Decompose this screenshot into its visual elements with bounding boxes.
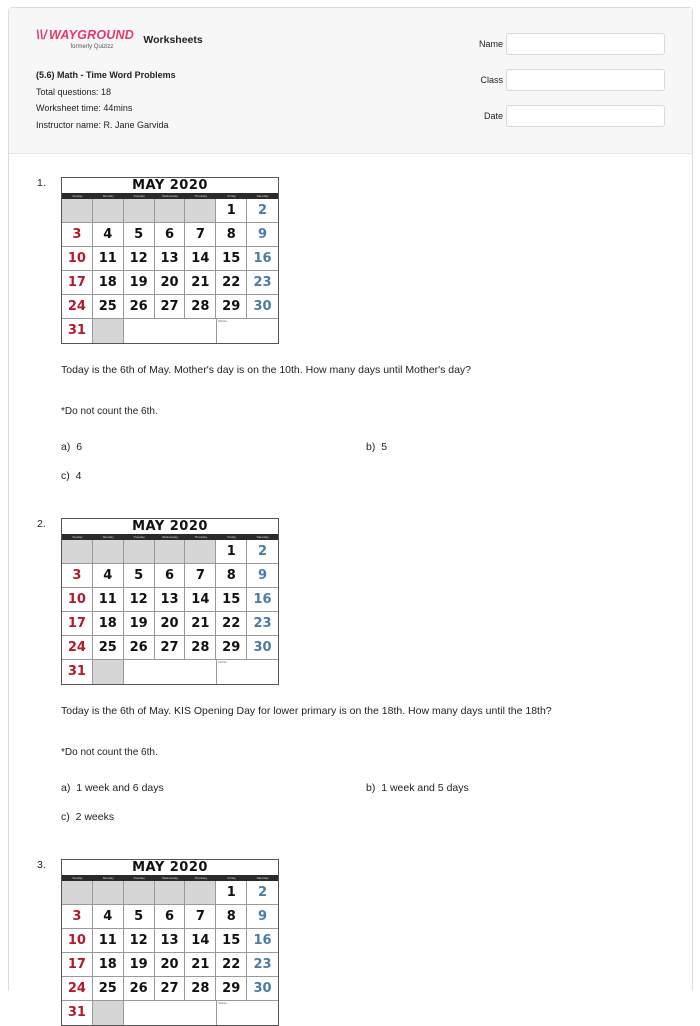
calendar-cell: [155, 881, 186, 905]
calendar-cell: [93, 319, 124, 343]
option-text: 4: [75, 470, 82, 482]
calendar-cell: 5: [124, 223, 155, 247]
calendar-day-name: Tuesday: [133, 876, 145, 880]
calendar-day-name: Sunday: [72, 535, 83, 539]
calendar-day-name: Friday: [227, 194, 236, 198]
calendar-cell: [185, 1001, 216, 1025]
worksheet-header: [9, 8, 692, 154]
calendar-day-name: Sunday: [72, 876, 83, 880]
calendar-cell: 7: [185, 564, 216, 588]
calendar-day-name: Friday: [227, 876, 236, 880]
calendar-cell: [124, 319, 155, 343]
date-field[interactable]: [506, 105, 665, 127]
option-text: 1 week and 6 days: [76, 782, 164, 794]
calendar-cell: 12: [124, 247, 155, 271]
calendar-cell: 15: [216, 588, 247, 612]
calendar-cell: 31: [62, 1001, 93, 1025]
calendar-cell: 5: [124, 905, 155, 929]
calendar-cell: [124, 199, 155, 223]
worksheet-meta: [36, 67, 176, 133]
calendar-cell: [247, 1001, 278, 1025]
question-note: *Do not count the 6th.: [61, 747, 158, 758]
option-a[interactable]: [61, 782, 164, 794]
calendar-cell: 9: [247, 564, 278, 588]
calendar-day-name: Saturday: [256, 194, 269, 198]
question-number: 2.: [37, 518, 46, 530]
calendar-cell: 7: [185, 223, 216, 247]
calendar-cell: 30: [247, 295, 278, 319]
calendar-cell: 26: [124, 295, 155, 319]
calendar-cell: [155, 540, 186, 564]
calendar-cell: 19: [124, 953, 155, 977]
calendar-cell: 26: [124, 636, 155, 660]
question-number: 3.: [37, 859, 46, 871]
worksheet: [8, 7, 693, 1020]
calendar-cell: 9: [247, 905, 278, 929]
calendar-title: MAY 2020: [132, 860, 208, 875]
calendar-cell: [93, 660, 124, 684]
calendar-cell: 3: [62, 905, 93, 929]
calendar-cell: [185, 199, 216, 223]
calendar-cell: 7: [185, 905, 216, 929]
calendar-cell: 17: [62, 612, 93, 636]
calendar-image: [61, 177, 279, 344]
calendar-day-name: Monday: [102, 194, 114, 198]
class-field[interactable]: [506, 69, 665, 91]
option-c[interactable]: [61, 470, 81, 482]
class-row: [449, 69, 679, 105]
calendar-cell: 10: [62, 247, 93, 271]
calendar-cell: 30: [247, 636, 278, 660]
calendar-cell: 4: [93, 223, 124, 247]
calendar-cell: 1: [216, 199, 247, 223]
calendar-cell: 31: [62, 660, 93, 684]
calendar-day-name: Friday: [227, 535, 236, 539]
worksheet-title: (5.6) Math - Time Word Problems: [36, 70, 176, 80]
calendar-cell: 25: [93, 977, 124, 1001]
calendar-note-label: Notes: [218, 1001, 227, 1005]
calendar-cell: 14: [185, 588, 216, 612]
calendar-cell: 3: [62, 223, 93, 247]
logo-mark-icon: \\/: [36, 28, 48, 42]
calendar-cell: 10: [62, 588, 93, 612]
calendar-cell: [93, 1001, 124, 1025]
option-b[interactable]: [366, 441, 387, 453]
calendar-day-name: Tuesday: [133, 194, 145, 198]
calendar-cell: 20: [155, 953, 186, 977]
calendar-cell: 18: [93, 953, 124, 977]
calendar-cell: 13: [155, 247, 186, 271]
calendar-cell: 16: [247, 247, 278, 271]
question-number: 1.: [37, 177, 46, 189]
calendar-cell: 8: [216, 905, 247, 929]
calendar-cell: 27: [155, 295, 186, 319]
option-text: 2 weeks: [75, 811, 115, 823]
calendar-day-name: Saturday: [256, 535, 269, 539]
calendar-cell: [155, 199, 186, 223]
calendar-cell: 17: [62, 271, 93, 295]
calendar-cell: 26: [124, 977, 155, 1001]
calendar-cell: 31: [62, 319, 93, 343]
brand: [36, 29, 203, 51]
name-row: [449, 33, 679, 69]
calendar-day-name: Thursday: [194, 876, 208, 880]
logo-subtitle: formerly Quizizz: [70, 44, 114, 50]
calendar-cell: [185, 660, 216, 684]
calendar-day-name: Thursday: [194, 535, 208, 539]
calendar-cell: 20: [155, 271, 186, 295]
calendar-cell: [93, 199, 124, 223]
calendar-image: [61, 859, 279, 1026]
calendar-cell: 5: [124, 564, 155, 588]
option-text: 6: [76, 441, 83, 453]
calendar-cell: [216, 660, 247, 684]
calendar-cell: 16: [247, 929, 278, 953]
calendar-cell: 23: [247, 953, 278, 977]
calendar-grid: [62, 199, 278, 343]
calendar-cell: [124, 660, 155, 684]
class-label: Class: [480, 75, 503, 85]
calendar-cell: [124, 540, 155, 564]
calendar-day-name: Wednesday: [162, 876, 178, 880]
date-row: [449, 105, 679, 141]
calendar-note-label: Notes: [218, 319, 227, 323]
calendar-cell: 2: [247, 881, 278, 905]
calendar-cell: 22: [216, 271, 247, 295]
logo-text: WAYGROUND: [49, 28, 134, 42]
calendar-day-name: Wednesday: [162, 535, 178, 539]
calendar-cell: 29: [216, 977, 247, 1001]
calendar-cell: [124, 881, 155, 905]
calendar-cell: 23: [247, 271, 278, 295]
calendar-cell: 16: [247, 588, 278, 612]
calendar-cell: 28: [185, 295, 216, 319]
calendar-cell: 27: [155, 636, 186, 660]
worksheet-time: Worksheet time: 44mins: [36, 103, 133, 113]
calendar-cell: 2: [247, 540, 278, 564]
calendar-cell: 30: [247, 977, 278, 1001]
option-c[interactable]: [61, 811, 114, 823]
calendar-cell: [216, 1001, 247, 1025]
option-letter: b): [366, 441, 376, 453]
logo: [36, 29, 134, 51]
calendar-day-name: Monday: [102, 876, 114, 880]
calendar-cell: 15: [216, 929, 247, 953]
calendar-cell: [155, 1001, 186, 1025]
calendar-cell: 11: [93, 588, 124, 612]
calendar-cell: 3: [62, 564, 93, 588]
calendar-cell: [247, 660, 278, 684]
option-text: 5: [381, 441, 388, 453]
calendar-cell: 19: [124, 271, 155, 295]
question-text: Today is the 6th of May. KIS Opening Day for lower primary is on the 18th. How many days until the 18th?: [61, 705, 552, 717]
calendar-cell: 15: [216, 247, 247, 271]
calendar-cell: 27: [155, 977, 186, 1001]
calendar-cell: 21: [185, 271, 216, 295]
option-a[interactable]: [61, 441, 82, 453]
calendar-cell: 13: [155, 929, 186, 953]
total-questions: Total questions: 18: [36, 86, 112, 97]
calendar-cell: 24: [62, 977, 93, 1001]
option-letter: a): [61, 782, 71, 794]
option-letter: c): [61, 470, 70, 482]
calendar-cell: 21: [185, 953, 216, 977]
calendar-cell: [62, 199, 93, 223]
calendar-cell: [93, 881, 124, 905]
calendar-cell: 6: [155, 905, 186, 929]
calendar-cell: 11: [93, 247, 124, 271]
brand-title: Worksheets: [143, 34, 203, 46]
calendar-cell: [93, 540, 124, 564]
date-label: Date: [483, 111, 503, 121]
calendar-cell: 13: [155, 588, 186, 612]
calendar-cell: 24: [62, 636, 93, 660]
calendar-cell: 1: [216, 881, 247, 905]
calendar-cell: 23: [247, 612, 278, 636]
calendar-cell: 8: [216, 223, 247, 247]
calendar-cell: [155, 319, 186, 343]
calendar-grid: [62, 540, 278, 684]
calendar-cell: [124, 1001, 155, 1025]
calendar-cell: 12: [124, 929, 155, 953]
option-letter: b): [366, 782, 376, 794]
calendar-cell: 2: [247, 199, 278, 223]
calendar-cell: 29: [216, 295, 247, 319]
calendar-note-label: Notes: [218, 660, 227, 664]
calendar-cell: [216, 319, 247, 343]
calendar-cell: 8: [216, 564, 247, 588]
name-label: Name: [478, 39, 503, 49]
calendar-cell: 28: [185, 977, 216, 1001]
calendar-grid: [62, 881, 278, 1025]
option-text: 1 week and 5 days: [381, 782, 469, 794]
calendar-cell: 4: [93, 905, 124, 929]
calendar-day-name: Sunday: [72, 194, 83, 198]
calendar-cell: [62, 881, 93, 905]
calendar-cell: 21: [185, 612, 216, 636]
calendar-day-name: Tuesday: [133, 535, 145, 539]
calendar-cell: 19: [124, 612, 155, 636]
calendar-cell: 9: [247, 223, 278, 247]
student-fields: [449, 33, 679, 141]
calendar-cell: 25: [93, 295, 124, 319]
calendar-cell: 6: [155, 223, 186, 247]
option-letter: a): [61, 441, 71, 453]
calendar-cell: [185, 540, 216, 564]
calendar-cell: 14: [185, 929, 216, 953]
name-field[interactable]: [506, 33, 665, 55]
calendar-cell: 6: [155, 564, 186, 588]
calendar-cell: 12: [124, 588, 155, 612]
calendar-cell: [247, 319, 278, 343]
calendar-cell: [155, 660, 186, 684]
calendar-cell: 24: [62, 295, 93, 319]
calendar-day-name: Saturday: [256, 876, 269, 880]
instructor-name: Instructor name: R. Jane Garvida: [36, 119, 169, 130]
option-letter: c): [61, 811, 70, 823]
calendar-cell: 18: [93, 612, 124, 636]
calendar-cell: 22: [216, 612, 247, 636]
calendar-cell: 10: [62, 929, 93, 953]
option-b[interactable]: [366, 782, 469, 794]
calendar-cell: 25: [93, 636, 124, 660]
calendar-day-name: Wednesday: [162, 194, 178, 198]
calendar-cell: 14: [185, 247, 216, 271]
calendar-cell: 22: [216, 953, 247, 977]
calendar-cell: 11: [93, 929, 124, 953]
calendar-day-name: Monday: [102, 535, 114, 539]
calendar-title: MAY 2020: [132, 178, 208, 193]
calendar-cell: 1: [216, 540, 247, 564]
calendar-cell: 18: [93, 271, 124, 295]
calendar-cell: [185, 319, 216, 343]
calendar-cell: 20: [155, 612, 186, 636]
calendar-cell: 29: [216, 636, 247, 660]
calendar-cell: 17: [62, 953, 93, 977]
calendar-cell: 4: [93, 564, 124, 588]
question-text: Today is the 6th of May. Mother's day is on the 10th. How many days until Mother's day?: [61, 364, 472, 376]
question-note: *Do not count the 6th.: [61, 406, 158, 417]
calendar-cell: [62, 540, 93, 564]
calendar-cell: [185, 881, 216, 905]
calendar-image: [61, 518, 279, 685]
calendar-title: MAY 2020: [132, 519, 208, 534]
calendar-cell: 28: [185, 636, 216, 660]
calendar-day-name: Thursday: [194, 194, 208, 198]
